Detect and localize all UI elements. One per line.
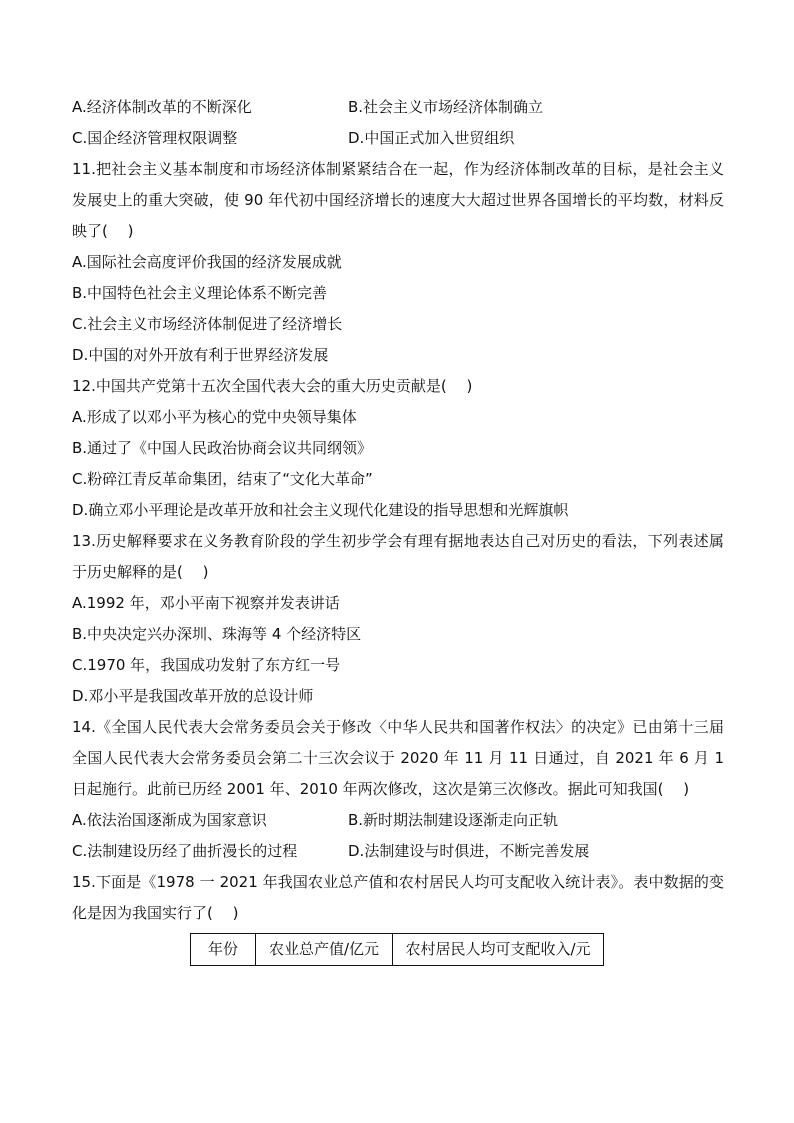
q12-option-b[interactable]: B.通过了《中国人民政治协商会议共同纲领》 xyxy=(72,439,373,457)
table-header-year: 年份 xyxy=(191,934,256,966)
q14-option-a[interactable]: A.依法治国逐渐成为国家意识 xyxy=(72,811,267,829)
q13-option-a[interactable]: A.1992 年，邓小平南下视察并发表讲话 xyxy=(72,594,340,612)
q15-stats-table xyxy=(190,933,604,966)
table-header-rural-income: 农村居民人均可支配收入/元 xyxy=(393,934,604,966)
q10-options-row-2 xyxy=(72,123,724,154)
q15-stem: 15.下面是《1978 一 2021 年我国农业总产值和农村居民人均可支配收入统计表》。表中数据的变化是因为我国实行了( ) xyxy=(72,873,724,922)
q14-options-row-2 xyxy=(72,836,724,867)
q10-option-a[interactable]: A.经济体制改革的不断深化 xyxy=(72,98,252,116)
q11-option-c[interactable]: C.社会主义市场经济体制促进了经济增长 xyxy=(72,315,343,333)
q10-option-d[interactable]: D.中国正式加入世贸组织 xyxy=(348,129,515,147)
q12-option-a[interactable]: A.形成了以邓小平为核心的党中央领导集体 xyxy=(72,408,357,426)
q14-stem: 14.《全国人民代表大会常务委员会关于修改〈中华人民共和国著作权法〉的决定》已由第十三届全国人民代表大会常务委员会第二十三次会议于 2020 年 11 月 11 日通过，自 2021 年 6 月 1 日起施行。此前已历经 2001 年、2010 年两次修改，这次是第三次修改。据此可知我国( ) xyxy=(72,718,724,798)
q14-option-b[interactable]: B.新时期法制建设逐渐走向正轨 xyxy=(348,811,559,829)
q11-option-b[interactable]: B.中国特色社会主义理论体系不断完善 xyxy=(72,284,328,302)
q11-option-a[interactable]: A.国际社会高度评价我国的经济发展成就 xyxy=(72,253,342,271)
q12-stem: 12.中国共产党第十五次全国代表大会的重大历史贡献是( ) xyxy=(72,377,473,395)
q14-option-d[interactable]: D.法制建设与时俱进，不断完善发展 xyxy=(348,842,590,860)
q10-option-c[interactable]: C.国企经济管理权限调整 xyxy=(72,129,238,147)
table-header-agri-output: 农业总产值/亿元 xyxy=(256,934,393,966)
q13-stem: 13.历史解释要求在义务教育阶段的学生初步学会有理有据地表达自己对历史的看法，下列表述属于历史解释的是( ) xyxy=(72,532,724,581)
exam-page xyxy=(72,92,724,966)
q13-option-c[interactable]: C.1970 年，我国成功发射了东方红一号 xyxy=(72,656,341,674)
q13-option-d[interactable]: D.邓小平是我国改革开放的总设计师 xyxy=(72,687,314,705)
q15-table-container xyxy=(72,929,724,966)
q12-option-d[interactable]: D.确立邓小平理论是改革开放和社会主义现代化建设的指导思想和光辉旗帜 xyxy=(72,501,569,519)
q11-stem: 11.把社会主义基本制度和市场经济体制紧紧结合在一起，作为经济体制改革的目标，是社会主义发展史上的重大突破，使 90 年代初中国经济增长的速度大大超过世界各国增长的平均数，材料反映了( ) xyxy=(72,160,724,240)
q14-option-c[interactable]: C.法制建设历经了曲折漫长的过程 xyxy=(72,842,298,860)
q10-options-row-1 xyxy=(72,92,724,123)
q10-option-b[interactable]: B.社会主义市场经济体制确立 xyxy=(348,98,544,116)
q13-option-b[interactable]: B.中央决定兴办深圳、珠海等 4 个经济特区 xyxy=(72,625,362,643)
q11-option-d[interactable]: D.中国的对外开放有利于世界经济发展 xyxy=(72,346,329,364)
q12-option-c[interactable]: C.粉碎江青反革命集团，结束了“文化大革命” xyxy=(72,470,373,488)
q14-options-row-1 xyxy=(72,805,724,836)
table-header-row xyxy=(191,934,604,966)
